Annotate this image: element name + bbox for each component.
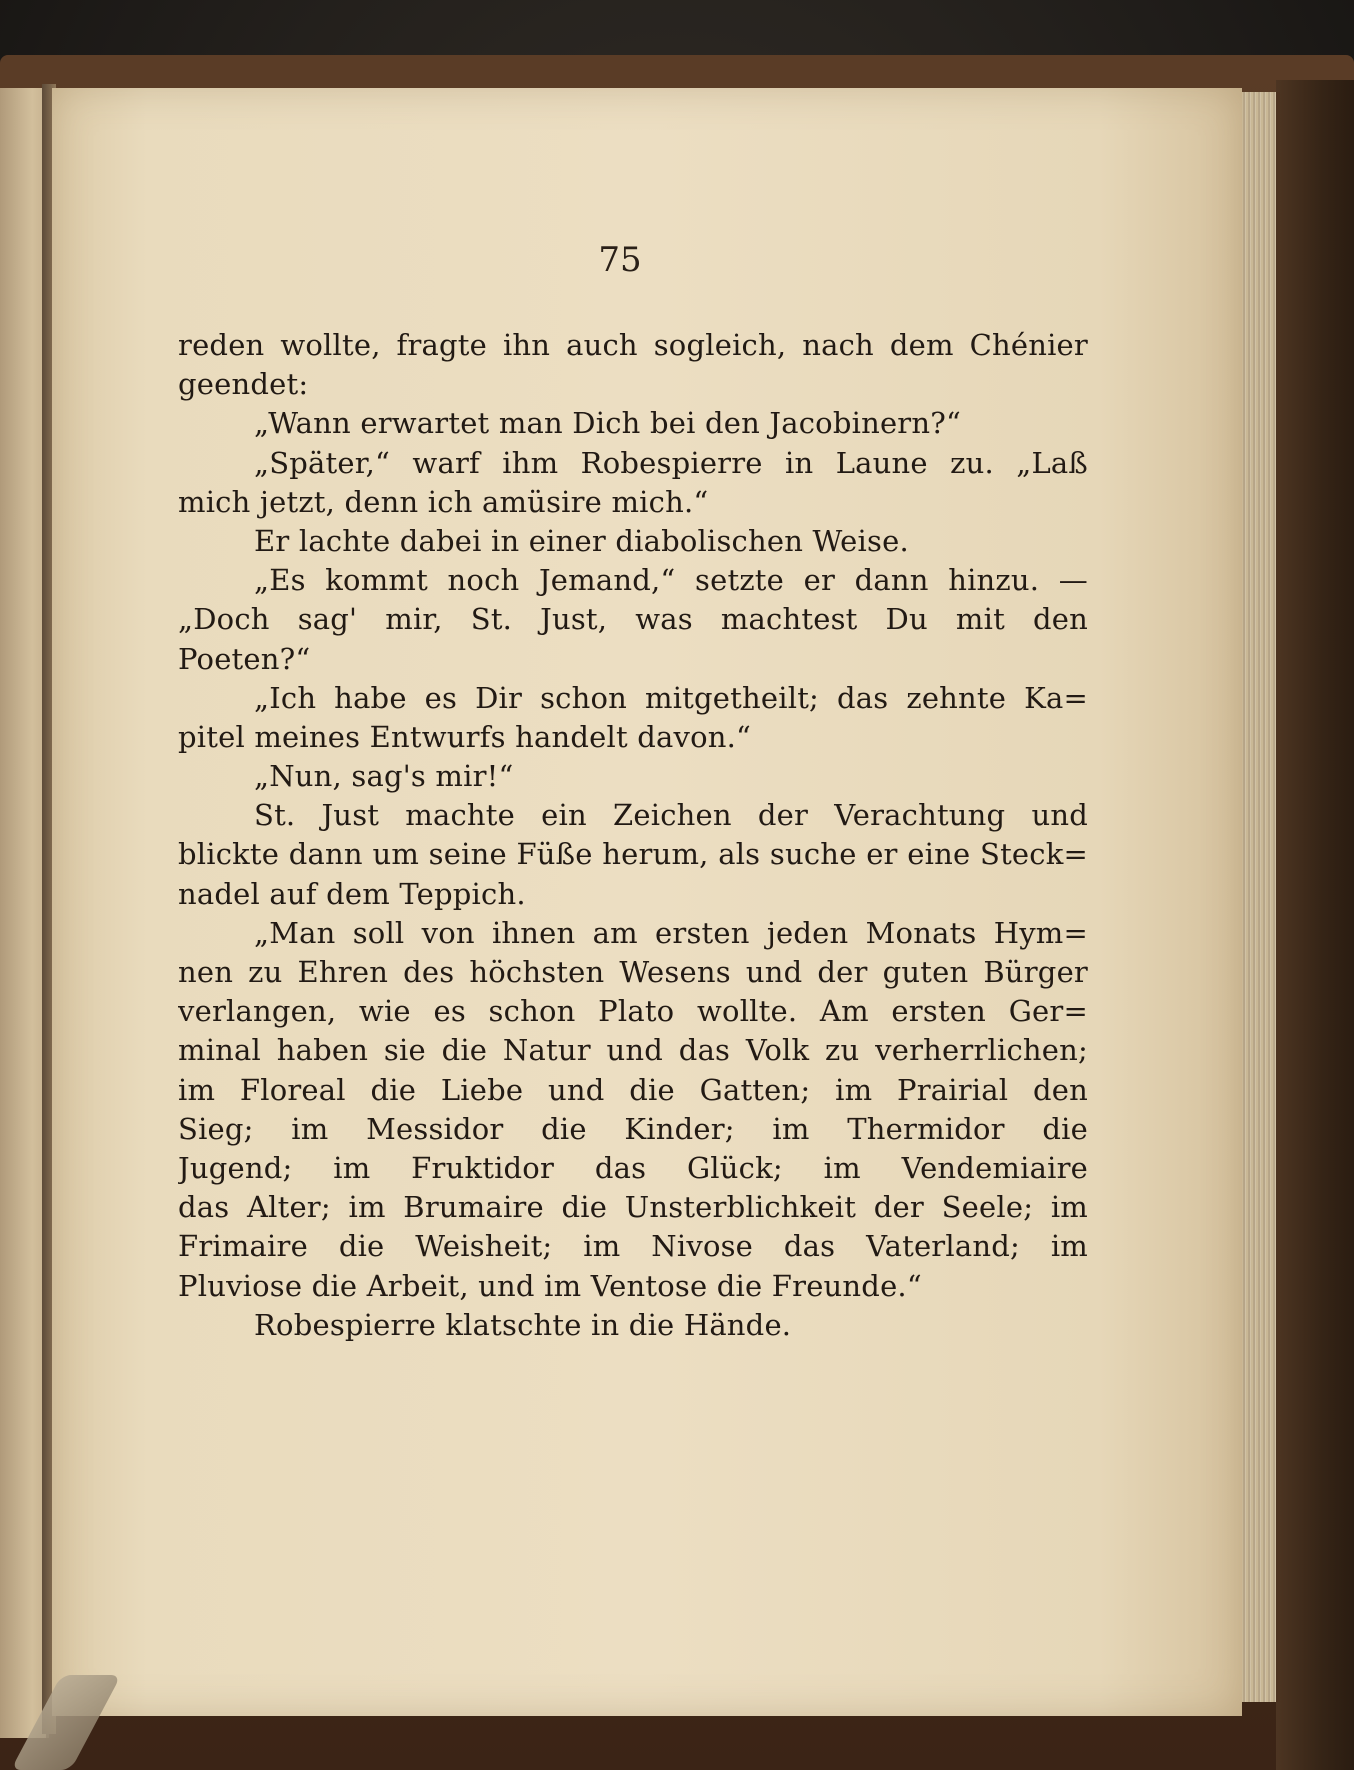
text-line: Jugend; im Fruktidor das Glück; im Vendemiaire: [178, 1150, 1088, 1185]
text-line: im Floreal die Liebe und die Gatten; im Prairial den: [178, 1072, 1088, 1107]
text-line: Poeten?“: [178, 641, 311, 676]
text-line: geendet:: [178, 367, 309, 402]
text-line: Er lachte dabei in einer diabolischen Weise.: [254, 523, 909, 558]
text-line: „Nun, sag's mir!“: [254, 759, 514, 794]
text-line: Pluviose die Arbeit, und im Ventose die Freunde.“: [178, 1268, 922, 1303]
text-line: „Ich habe es Dir schon mitgetheilt; das zehnte Ka=: [254, 680, 1088, 715]
page-stack-edge: [1236, 92, 1280, 1702]
book-binding-edge: [1276, 80, 1354, 1770]
page-number: 75: [598, 240, 642, 280]
text-line: mich jetzt, denn ich amüsire mich.“: [178, 484, 709, 519]
text-line: reden wollte, fragte ihn auch sogleich, nach dem Chénier: [178, 328, 1088, 362]
text-line: „Man soll von ihnen am ersten jeden Monats Hym=: [254, 915, 1088, 950]
text-line: Sieg; im Messidor die Kinder; im Thermidor die: [178, 1111, 1088, 1146]
text-line: Frimaire die Weisheit; im Nivose das Vaterland; im: [178, 1229, 1088, 1264]
text-line: Robespierre klatschte in die Hände.: [254, 1307, 792, 1342]
text-line: verlangen, wie es schon Plato wollte. Am ersten Ger=: [178, 994, 1088, 1029]
text-line: minal haben sie die Natur und das Volk zu verherrlichen;: [178, 1033, 1088, 1068]
text-line: blickte dann um seine Füße herum, als suche er eine Steck=: [178, 837, 1088, 872]
text-line: das Alter; im Brumaire die Unsterblichkeit der Seele; im: [178, 1190, 1088, 1225]
text-line: „Es kommt noch Jemand,“ setzte er dann hinzu. —: [254, 563, 1088, 598]
text-line: „Wann erwartet man Dich bei den Jacobinern?“: [254, 406, 962, 441]
text-line: „Später,“ warf ihm Robespierre in Laune zu. „Laß: [254, 445, 1088, 480]
text-line: „Doch sag' mir, St. Just, was machtest Du mit den: [178, 602, 1088, 637]
text-line: nadel auf dem Teppich.: [178, 876, 526, 911]
text-line: nen zu Ehren des höchsten Wesens und der guten Bürger: [178, 955, 1088, 989]
text-line: pitel meines Entwurfs handelt davon.“: [178, 719, 752, 754]
text-line: St. Just machte ein Zeichen der Verachtung und: [254, 798, 1088, 833]
page-text: [178, 326, 1088, 1345]
